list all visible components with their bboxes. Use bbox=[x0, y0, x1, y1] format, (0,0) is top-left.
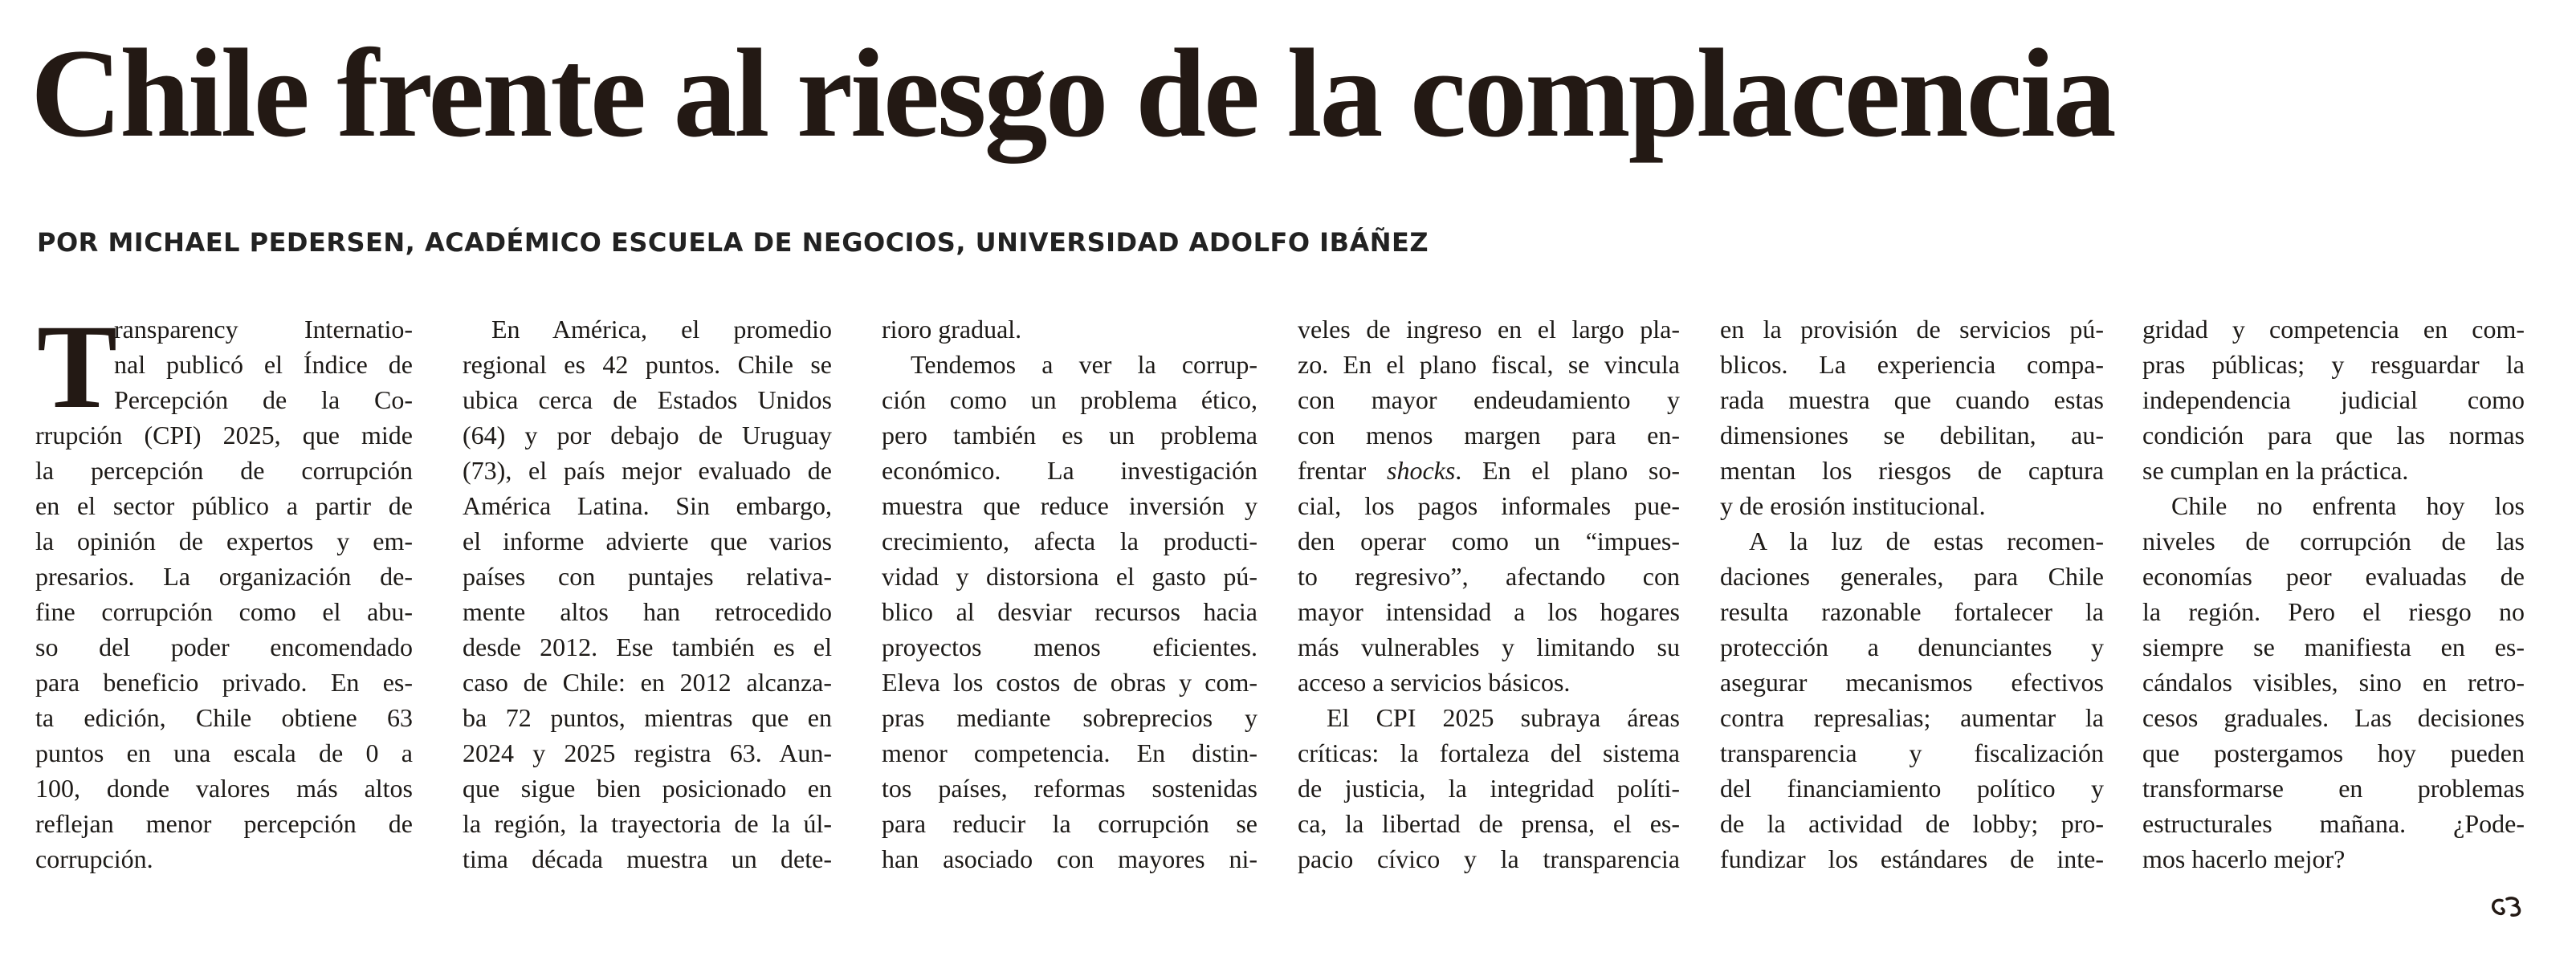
column-5-line: dimensiones se debilitan, au- bbox=[1720, 421, 2104, 449]
column-3-line: muestra que reduce inversión y bbox=[882, 491, 1257, 520]
column-6-line: mos hacerlo mejor? bbox=[2142, 844, 2346, 873]
column-2-line: regional es 42 puntos. Chile se bbox=[463, 350, 832, 379]
column-6-line: transformarse en problemas bbox=[2142, 774, 2525, 803]
byline bbox=[37, 225, 1429, 260]
column-5-line: mentan los riesgos de captura bbox=[1720, 456, 2104, 485]
column-1-line: nal publicó el Índice de bbox=[114, 350, 413, 379]
column-5-line: transparencia y fiscalización bbox=[1720, 738, 2104, 767]
column-6-line: niveles de corrupción de las bbox=[2142, 527, 2525, 555]
column-2 bbox=[463, 311, 832, 877]
column-3-line: pero también es un problema bbox=[882, 421, 1257, 449]
column-2-line: América Latina. Sin embargo, bbox=[463, 491, 832, 520]
column-4-line: con menos margen para en- bbox=[1298, 421, 1680, 449]
column-2-line: la región, la trayectoria de la úl- bbox=[463, 809, 832, 838]
column-3-line: Tendemos a ver la corrup- bbox=[911, 350, 1257, 379]
drop-cap: T bbox=[37, 300, 118, 433]
column-4-line: cial, los pagos informales pue- bbox=[1298, 491, 1680, 520]
column-4-line: ca, la libertad de prensa, el es- bbox=[1298, 809, 1680, 838]
column-3-line: han asociado con mayores ni- bbox=[882, 844, 1257, 873]
column-4-line: críticas: la fortaleza del sistema bbox=[1298, 738, 1680, 767]
column-3-line: crecimiento, afecta la producti- bbox=[882, 527, 1257, 555]
column-4-line bbox=[1298, 453, 1680, 488]
column-4-line: den operar como un “impues- bbox=[1298, 527, 1680, 555]
column-3-line: para reducir la corrupción se bbox=[882, 809, 1257, 838]
column-6-line: cándalos visibles, sino en retro- bbox=[2142, 668, 2525, 697]
column-1-line: fine corrupción como el abu- bbox=[35, 597, 413, 626]
column-6-line: cesos graduales. Las decisiones bbox=[2142, 703, 2525, 732]
byline-role: ACADÉMICO ESCUELA DE NEGOCIOS, UNIVERSIDAD ADOLFO IBÁÑEZ bbox=[424, 227, 1429, 258]
column-3-line: pras mediante sobreprecios y bbox=[882, 703, 1257, 732]
column-5-line: fundizar los estándares de inte- bbox=[1720, 844, 2104, 873]
column-1-line: so del poder encomendado bbox=[35, 633, 413, 661]
column-4-text: frentar bbox=[1298, 456, 1387, 485]
column-4-line: más vulnerables y limitando su bbox=[1298, 633, 1680, 661]
column-3-line: tos países, reformas sostenidas bbox=[882, 774, 1257, 803]
column-1-line: la percepción de corrupción bbox=[35, 456, 413, 485]
column-6-line: condición para que las normas bbox=[2142, 421, 2525, 449]
column-3 bbox=[882, 311, 1257, 877]
column-1-line: puntos en una escala de 0 a bbox=[35, 738, 413, 767]
end-of-article-icon bbox=[2486, 891, 2525, 923]
column-3-line: económico. La investigación bbox=[882, 456, 1257, 485]
column-3-line: Eleva los costos de obras y com- bbox=[882, 668, 1257, 697]
column-6-line: siempre se manifiesta en es- bbox=[2142, 633, 2525, 661]
column-5-line: A la luz de estas recomen- bbox=[1749, 527, 2104, 555]
column-2-line: (73), el país mejor evaluado de bbox=[463, 456, 832, 485]
headline: Chile frente al riesgo de la complacencia bbox=[31, 23, 2114, 164]
column-1-line: presarios. La organización de- bbox=[35, 562, 413, 591]
column-3-line: proyectos menos eficientes. bbox=[882, 633, 1257, 661]
column-4-line: pacio cívico y la transparencia bbox=[1298, 844, 1680, 873]
column-5-line: y de erosión institucional. bbox=[1720, 491, 1986, 520]
byline-separator: , bbox=[405, 227, 425, 258]
column-4-italic-word: shocks bbox=[1386, 456, 1456, 485]
column-2-line: desde 2012. Ese también es el bbox=[463, 633, 832, 661]
column-2-line: ba 72 puntos, mientras que en bbox=[463, 703, 832, 732]
column-6 bbox=[2142, 311, 2525, 877]
column-5 bbox=[1720, 311, 2104, 877]
column-1-line: rrupción (CPI) 2025, que mide bbox=[35, 421, 413, 449]
column-4-line: El CPI 2025 subraya áreas bbox=[1327, 703, 1680, 732]
column-4-line: to regresivo”, afectando con bbox=[1298, 562, 1680, 591]
column-6-line: estructurales mañana. ¿Pode- bbox=[2142, 809, 2525, 838]
column-1-line: la opinión de expertos y em- bbox=[35, 527, 413, 555]
column-5-line: protección a denunciantes y bbox=[1720, 633, 2104, 661]
column-2-line: (64) y por debajo de Uruguay bbox=[463, 421, 832, 449]
column-6-line: pras públicas; y resguardar la bbox=[2142, 350, 2525, 379]
column-2-line: caso de Chile: en 2012 alcanza- bbox=[463, 668, 832, 697]
column-4-line: veles de ingreso en el largo pla- bbox=[1298, 315, 1680, 344]
column-4-line: con mayor endeudamiento y bbox=[1298, 385, 1680, 414]
column-1-line: en el sector público a partir de bbox=[35, 491, 413, 520]
column-2-line: el informe advierte que varios bbox=[463, 527, 832, 555]
column-4-line: de justicia, la integridad políti- bbox=[1298, 774, 1680, 803]
column-5-line: resulta razonable fortalecer la bbox=[1720, 597, 2104, 626]
column-1-line: 100, donde valores más altos bbox=[35, 774, 413, 803]
column-3-line: menor competencia. En distin- bbox=[882, 738, 1257, 767]
column-2-line: ubica cerca de Estados Unidos bbox=[463, 385, 832, 414]
column-6-line: se cumplan en la práctica. bbox=[2142, 456, 2409, 485]
column-3-line: vidad y distorsiona el gasto pú- bbox=[882, 562, 1257, 591]
column-3-line: ción como un problema ético, bbox=[882, 385, 1257, 414]
column-3-line: rioro gradual. bbox=[882, 315, 1022, 344]
column-1-line: ransparency Internatio- bbox=[114, 315, 413, 344]
column-4-text: . En el plano so- bbox=[1455, 456, 1681, 485]
byline-author: POR MICHAEL PEDERSEN bbox=[37, 227, 406, 258]
column-4 bbox=[1298, 311, 1680, 877]
column-6-line: independencia judicial como bbox=[2142, 385, 2525, 414]
column-1-line: para beneficio privado. En es- bbox=[35, 668, 413, 697]
column-4-line: mayor intensidad a los hogares bbox=[1298, 597, 1680, 626]
column-1-line: ta edición, Chile obtiene 63 bbox=[35, 703, 413, 732]
column-6-line: Chile no enfrenta hoy los bbox=[2171, 491, 2525, 520]
column-5-line: rada muestra que cuando estas bbox=[1720, 385, 2104, 414]
column-2-line: mente altos han retrocedido bbox=[463, 597, 832, 626]
column-4-line: acceso a servicios básicos. bbox=[1298, 668, 1571, 697]
column-3-line: blico al desviar recursos hacia bbox=[882, 597, 1257, 626]
column-4-line: zo. En el plano fiscal, se vincula bbox=[1298, 350, 1680, 379]
column-5-line: asegurar mecanismos efectivos bbox=[1720, 668, 2104, 697]
column-1-line: reflejan menor percepción de bbox=[35, 809, 413, 838]
column-6-line: economías peor evaluadas de bbox=[2142, 562, 2525, 591]
column-6-line: gridad y competencia en com- bbox=[2142, 315, 2525, 344]
column-6-line: que postergamos hoy pueden bbox=[2142, 738, 2525, 767]
column-1-line: Percepción de la Co- bbox=[114, 385, 413, 414]
column-2-line: En América, el promedio bbox=[491, 315, 832, 344]
column-5-line: daciones generales, para Chile bbox=[1720, 562, 2104, 591]
column-5-line: blicos. La experiencia compa- bbox=[1720, 350, 2104, 379]
column-6-line: la región. Pero el riesgo no bbox=[2142, 597, 2525, 626]
column-5-line: de la actividad de lobby; pro- bbox=[1720, 809, 2104, 838]
column-1 bbox=[35, 300, 413, 877]
column-1-line: corrupción. bbox=[35, 844, 153, 873]
column-2-line: que sigue bien posicionado en bbox=[463, 774, 832, 803]
column-2-line: países con puntajes relativa- bbox=[463, 562, 832, 591]
column-5-line: del financiamiento político y bbox=[1720, 774, 2104, 803]
column-5-line: en la provisión de servicios pú- bbox=[1720, 315, 2104, 344]
column-2-line: tima década muestra un dete- bbox=[463, 844, 832, 873]
column-2-line: 2024 y 2025 registra 63. Aun- bbox=[463, 738, 832, 767]
column-5-line: contra represalias; aumentar la bbox=[1720, 703, 2104, 732]
